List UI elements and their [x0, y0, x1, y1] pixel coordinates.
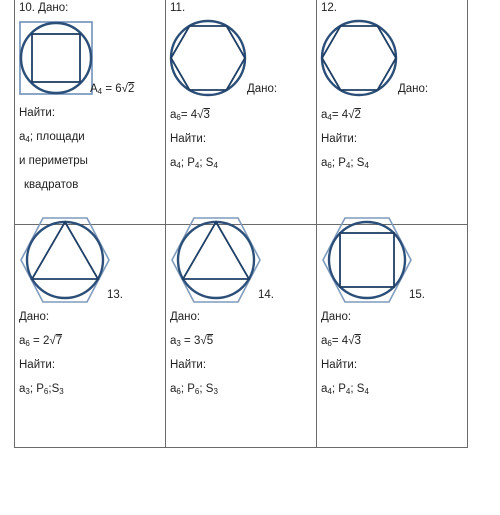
hexagon-in-circle-figure [168, 18, 248, 98]
given-title: Дано: [398, 83, 429, 95]
problem-number: 15. [409, 289, 425, 301]
find-label: Найти: [321, 359, 358, 371]
given-title: Дано: [321, 311, 352, 323]
problem-cell-12 [316, 0, 467, 224]
find-items: a3; P6;S3 [19, 383, 64, 396]
find-items: a6; P4; S4 [321, 157, 369, 170]
worksheet-table [14, 0, 468, 448]
find-items: a4; P4; S4 [170, 157, 218, 170]
find-label: Найти: [19, 107, 56, 119]
given-title: Дано: [170, 311, 201, 323]
given-value: a6= 4√3 [321, 335, 361, 348]
problem-cell-15 [316, 224, 467, 448]
given-value: a4= 4√2 [321, 109, 361, 122]
problem-cell-11 [165, 0, 316, 224]
find-label: Найти: [321, 133, 358, 145]
find-item: квадратов [24, 179, 79, 191]
find-label: Найти: [170, 133, 207, 145]
problem-header: 12. [321, 2, 337, 14]
problem-cell-13 [14, 224, 165, 448]
find-label: Найти: [170, 359, 207, 371]
square-in-circle-in-square-figure [18, 20, 94, 96]
problem-header: 10. Дано: [19, 2, 69, 14]
given-value: a3 = 3√5 [170, 335, 214, 348]
problem-cell-14 [165, 224, 316, 448]
given-value: a6= 4√3 [170, 109, 210, 122]
find-items: a4; P4; S4 [321, 383, 369, 396]
find-label: Найти: [19, 359, 56, 371]
given-value: A4 = 6√2 [90, 83, 135, 96]
circle-in-hexagon-figure [319, 18, 399, 98]
square-in-circle-in-hexagon-figure [319, 216, 415, 304]
triangle-in-circle-in-hexagon-figure [17, 216, 113, 304]
problem-header: 11. [170, 2, 186, 14]
find-item: a4; площади [19, 131, 85, 144]
problem-number: 13. [107, 289, 123, 301]
given-value: a6 = 2√7 [19, 335, 63, 348]
given-title: Дано: [247, 83, 278, 95]
find-item: и периметры [19, 155, 88, 167]
find-items: a6; P6; S3 [170, 383, 218, 396]
problem-cell-10 [14, 0, 165, 224]
triangle-in-circle-in-hexagon-figure [168, 216, 264, 304]
problem-number: 14. [258, 289, 274, 301]
given-title: Дано: [19, 311, 50, 323]
